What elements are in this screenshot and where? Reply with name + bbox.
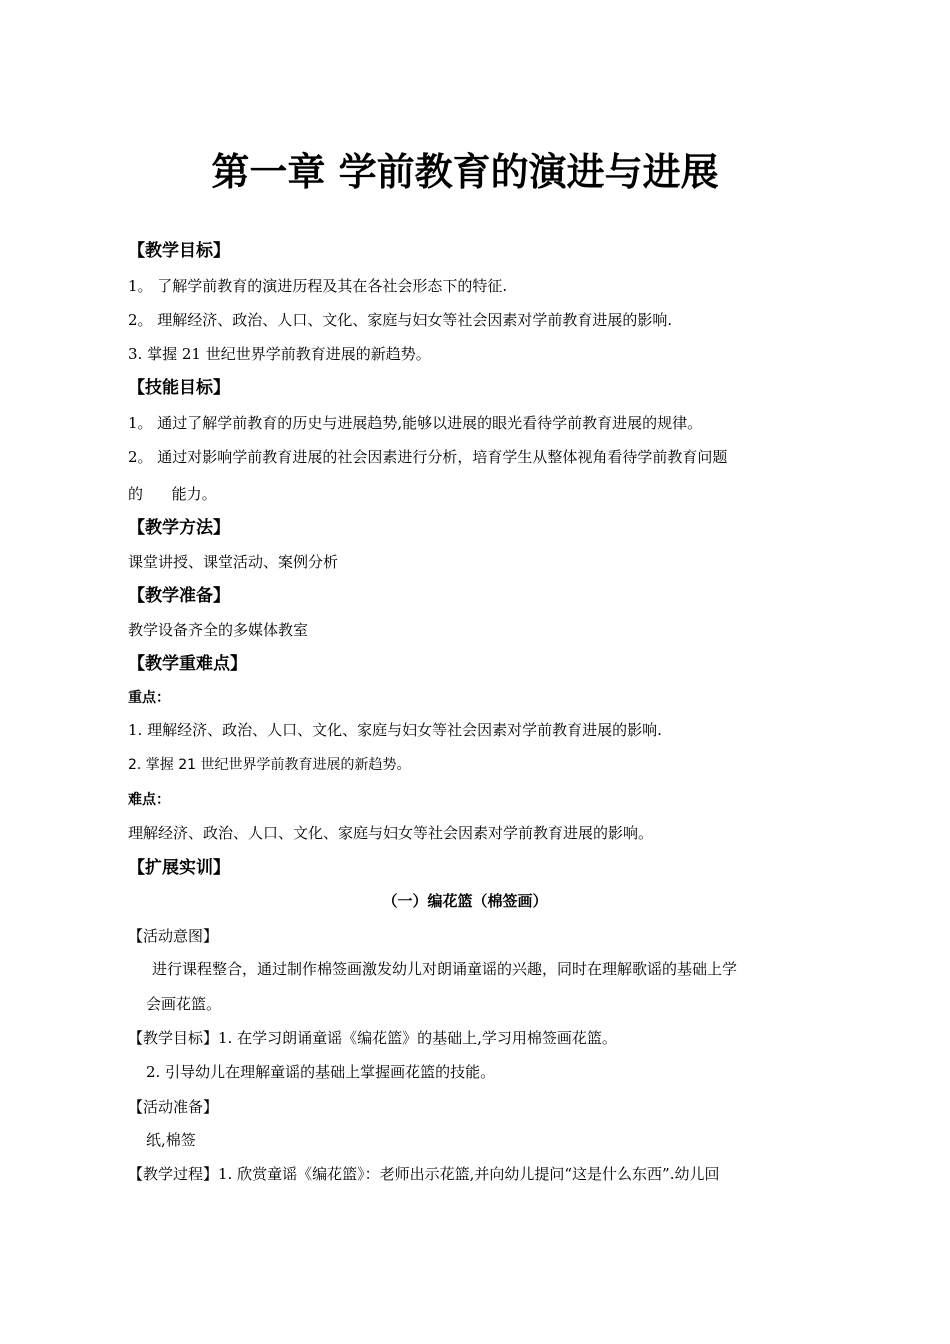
preparation-text: 教学设备齐全的多媒体教室 [128,621,309,639]
teaching-goal-item-1: 1。 了解学前教育的演进历程及其在各社会形态下的特征. [128,277,508,295]
teaching-goal-item-2: 2。 理解经济、政治、人口、文化、家庭与妇女等社会因素对学前教育进展的影响. [128,311,673,329]
activity-goal-1: 1. 在学习朗诵童谣《编花篮》的基础上,学习用棉签画花篮。 [218,1029,617,1047]
intent-label: 【活动意图】 [128,927,219,945]
skill-goal-item-2: 2。 通过对影响学前教育进展的社会因素进行分析，培育学生从整体视角看待学前教育问题 [128,448,728,466]
skill-goal-item-2-cont: 的 能力。 [128,485,217,503]
chapter-title: 第一章 学前教育的演进与进展 [211,150,719,194]
teaching-goal-item-3: 3. 掌握 21 世纪世界学前教育进展的新趋势。 [128,345,431,363]
skill-goals-heading: 【技能目标】 [128,378,230,398]
activity-prep-text: 纸,棉签 [146,1131,196,1149]
process-row [128,1163,719,1185]
activity-prep-label: 【活动准备】 [128,1098,219,1116]
intent-text-cont: 会画花篮。 [146,995,222,1013]
difficult-point-label: 难点： [128,792,170,808]
activity-goal-row [128,1027,617,1049]
key-point-item-1: 1. 理解经济、政治、人口、文化、家庭与妇女等社会因素对学前教育进展的影响. [128,721,662,739]
key-points-heading: 【教学重难点】 [128,654,247,674]
process-text: 1. 欣赏童谣《编花篮》：老师出示花篮,并向幼儿提问“这是什么东西”.幼儿回 [218,1165,720,1183]
skill-goal-item-1: 1。 通过了解学前教育的历史与进展趋势,能够以进展的眼光看待学前教育进展的规律。 [128,414,703,432]
difficult-point-text: 理解经济、政治、人口、文化、家庭与妇女等社会因素对学前教育进展的影响。 [128,824,654,842]
key-point-label: 重点： [128,690,170,706]
preparation-heading: 【教学准备】 [128,586,230,606]
methods-heading: 【教学方法】 [128,518,230,538]
activity-title: （一）编花篮（棉签画） [382,892,548,910]
activity-goal-2: 2. 引导幼儿在理解童谣的基础上掌握画花篮的技能。 [146,1063,496,1081]
teaching-goals-heading: 【教学目标】 [128,241,230,261]
methods-text: 课堂讲授、课堂活动、案例分析 [128,553,339,571]
process-label: 【教学过程】 [128,1165,219,1183]
activity-goal-label: 【教学目标】 [128,1029,219,1047]
intent-text: 进行课程整合，通过制作棉签画激发幼儿对朗诵童谣的兴趣，同时在理解歌谣的基础上学 [152,960,738,978]
extension-heading: 【扩展实训】 [128,858,230,878]
key-point-item-2: 2. 掌握 21 世纪世界学前教育进展的新趋势。 [128,757,411,773]
